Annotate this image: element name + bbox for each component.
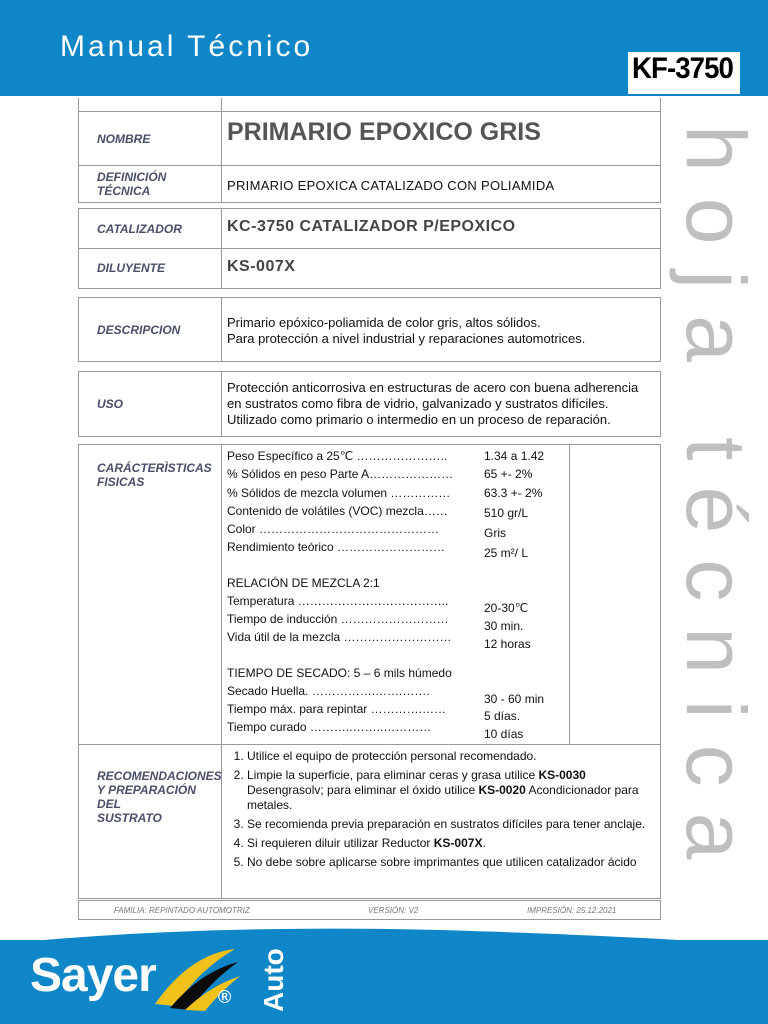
prop-name: % Sólidos de mezcla volumen …………… <box>227 486 451 500</box>
prop-name: Contenido de volátiles (VOC) mezcla…… <box>227 504 448 518</box>
prop-value: 30 min. <box>484 619 524 633</box>
caracteristicas-block <box>78 444 661 899</box>
brand-sub: Auto <box>258 948 289 1012</box>
prop-value: 12 horas <box>484 637 531 651</box>
prop-name: % Sólidos en peso Parte A………………… <box>227 467 454 481</box>
secado-title: TIEMPO DE SECADO: 5 – 6 mils húmedo <box>227 666 452 680</box>
prop-value: Gris <box>484 526 506 540</box>
caracteristicas-label: CARÁCTERÌSTICAS FISICAS <box>97 461 212 489</box>
nombre-label: NOMBRE <box>97 132 151 146</box>
footer-familia: FAMILIA: REPINTADO AUTOMOTRIZ <box>114 906 250 915</box>
catalizador-diluyente-block <box>78 208 661 289</box>
prop-value: 510 gr/L <box>484 506 529 520</box>
prop-value: 30 - 60 min <box>484 692 545 706</box>
uso-block <box>78 371 661 437</box>
descripcion-block <box>78 297 661 362</box>
recomendacion-item: 1. Utilice el equipo de protección personal recomendado. <box>247 749 657 764</box>
prop-value: 20-30℃ <box>484 601 529 615</box>
descripcion-label: DESCRIPCION <box>97 323 181 337</box>
top-spacer-row <box>78 98 661 112</box>
recomendacion-item: 3. Se recomienda previa preparación en sustratos difíciles para tener anclaje. <box>247 817 657 832</box>
nombre-value: PRIMARIO EPOXICO GRIS <box>227 118 541 146</box>
recomendacion-item: 4. Si requieren diluir utilizar Reductor KS-007X. <box>247 836 657 851</box>
diluyente-label: DILUYENTE <box>97 261 166 275</box>
product-code: KF-3750 <box>632 52 733 85</box>
prop-name: Peso Específico a 25℃ ………………….. <box>227 449 448 463</box>
prop-name: Rendimiento teórico ……………………… <box>227 540 446 554</box>
uso-value: Protección anticorrosiva en estructuras de acero con buena adherencia en sustratos como fibra de vidrio, galvanizado y sustratos difíciles. Utilizado como primario o intermedio en un proceso de reparación. <box>227 380 639 427</box>
uso-label: USO <box>97 397 124 411</box>
nombre-definicion-block <box>78 111 661 203</box>
definicion-label: DEFINICIÓN TÉCNICA <box>97 170 167 198</box>
prop-name: Tiempo curado ………..……..………… <box>227 720 432 734</box>
prop-value: 5 días. <box>484 709 521 723</box>
prop-name: Secado Huella. …………….…….……. <box>227 684 430 698</box>
side-title: hoja técnica <box>669 125 763 886</box>
recomendaciones-list <box>227 749 657 874</box>
recomendacion-item: 5. No debe sobre aplicarse sobre imprimantes que utilicen catalizador ácido <box>247 855 657 870</box>
prop-name: Temperatura ……………………………….. <box>227 594 449 608</box>
prop-value: 63.3 +- 2% <box>484 486 543 500</box>
prop-value: 25 m²/ L <box>484 546 529 560</box>
relacion-title: RELACIÓN DE MEZCLA 2:1 <box>227 576 380 590</box>
prop-name: Tiempo máx. para repintar ………….…… <box>227 702 446 716</box>
diluyente-value: KS-007X <box>227 258 296 275</box>
catalizador-label: CATALIZADOR <box>97 222 182 236</box>
prop-value: 10 días <box>484 727 524 741</box>
definicion-value: PRIMARIO EPOXICA CATALIZADO CON POLIAMIDA <box>227 178 555 193</box>
prop-name: Tiempo de inducción ……………………… <box>227 612 449 626</box>
brand-logo: Sayer <box>30 949 156 1002</box>
recomendacion-item: 2. Limpie la superficie, para eliminar ceras y grasa utilice KS-0030 Desengrasolv; para eliminar el óxido utilice KS-0020 Acondicionador para metales. <box>247 768 657 813</box>
registered-mark: ® <box>218 987 232 1007</box>
prop-name: Vida útil de la mezcla ……………………… <box>227 630 452 644</box>
catalizador-value: KC-3750 CATALIZADOR P/EPOXICO <box>227 218 516 235</box>
prop-value: 1.34 a 1.42 <box>484 449 545 463</box>
prop-value: 65 +- 2% <box>484 467 533 481</box>
footer-impresion: IMPRESIÓN: 25.12.2021 <box>527 906 617 915</box>
descripcion-value: Primario epóxico-poliamida de color gris, altos sólidos. Para protección a nivel industrial y reparaciones automotrices. <box>227 315 586 346</box>
prop-name: Color ……………………………………… <box>227 522 440 536</box>
footer-version: VERSIÓN: V2 <box>368 906 419 915</box>
recomendaciones-label: RECOMENDACIONES Y PREPARACIÓN DEL SUSTRATO <box>97 769 222 825</box>
document-title: Manual Técnico <box>60 30 314 63</box>
